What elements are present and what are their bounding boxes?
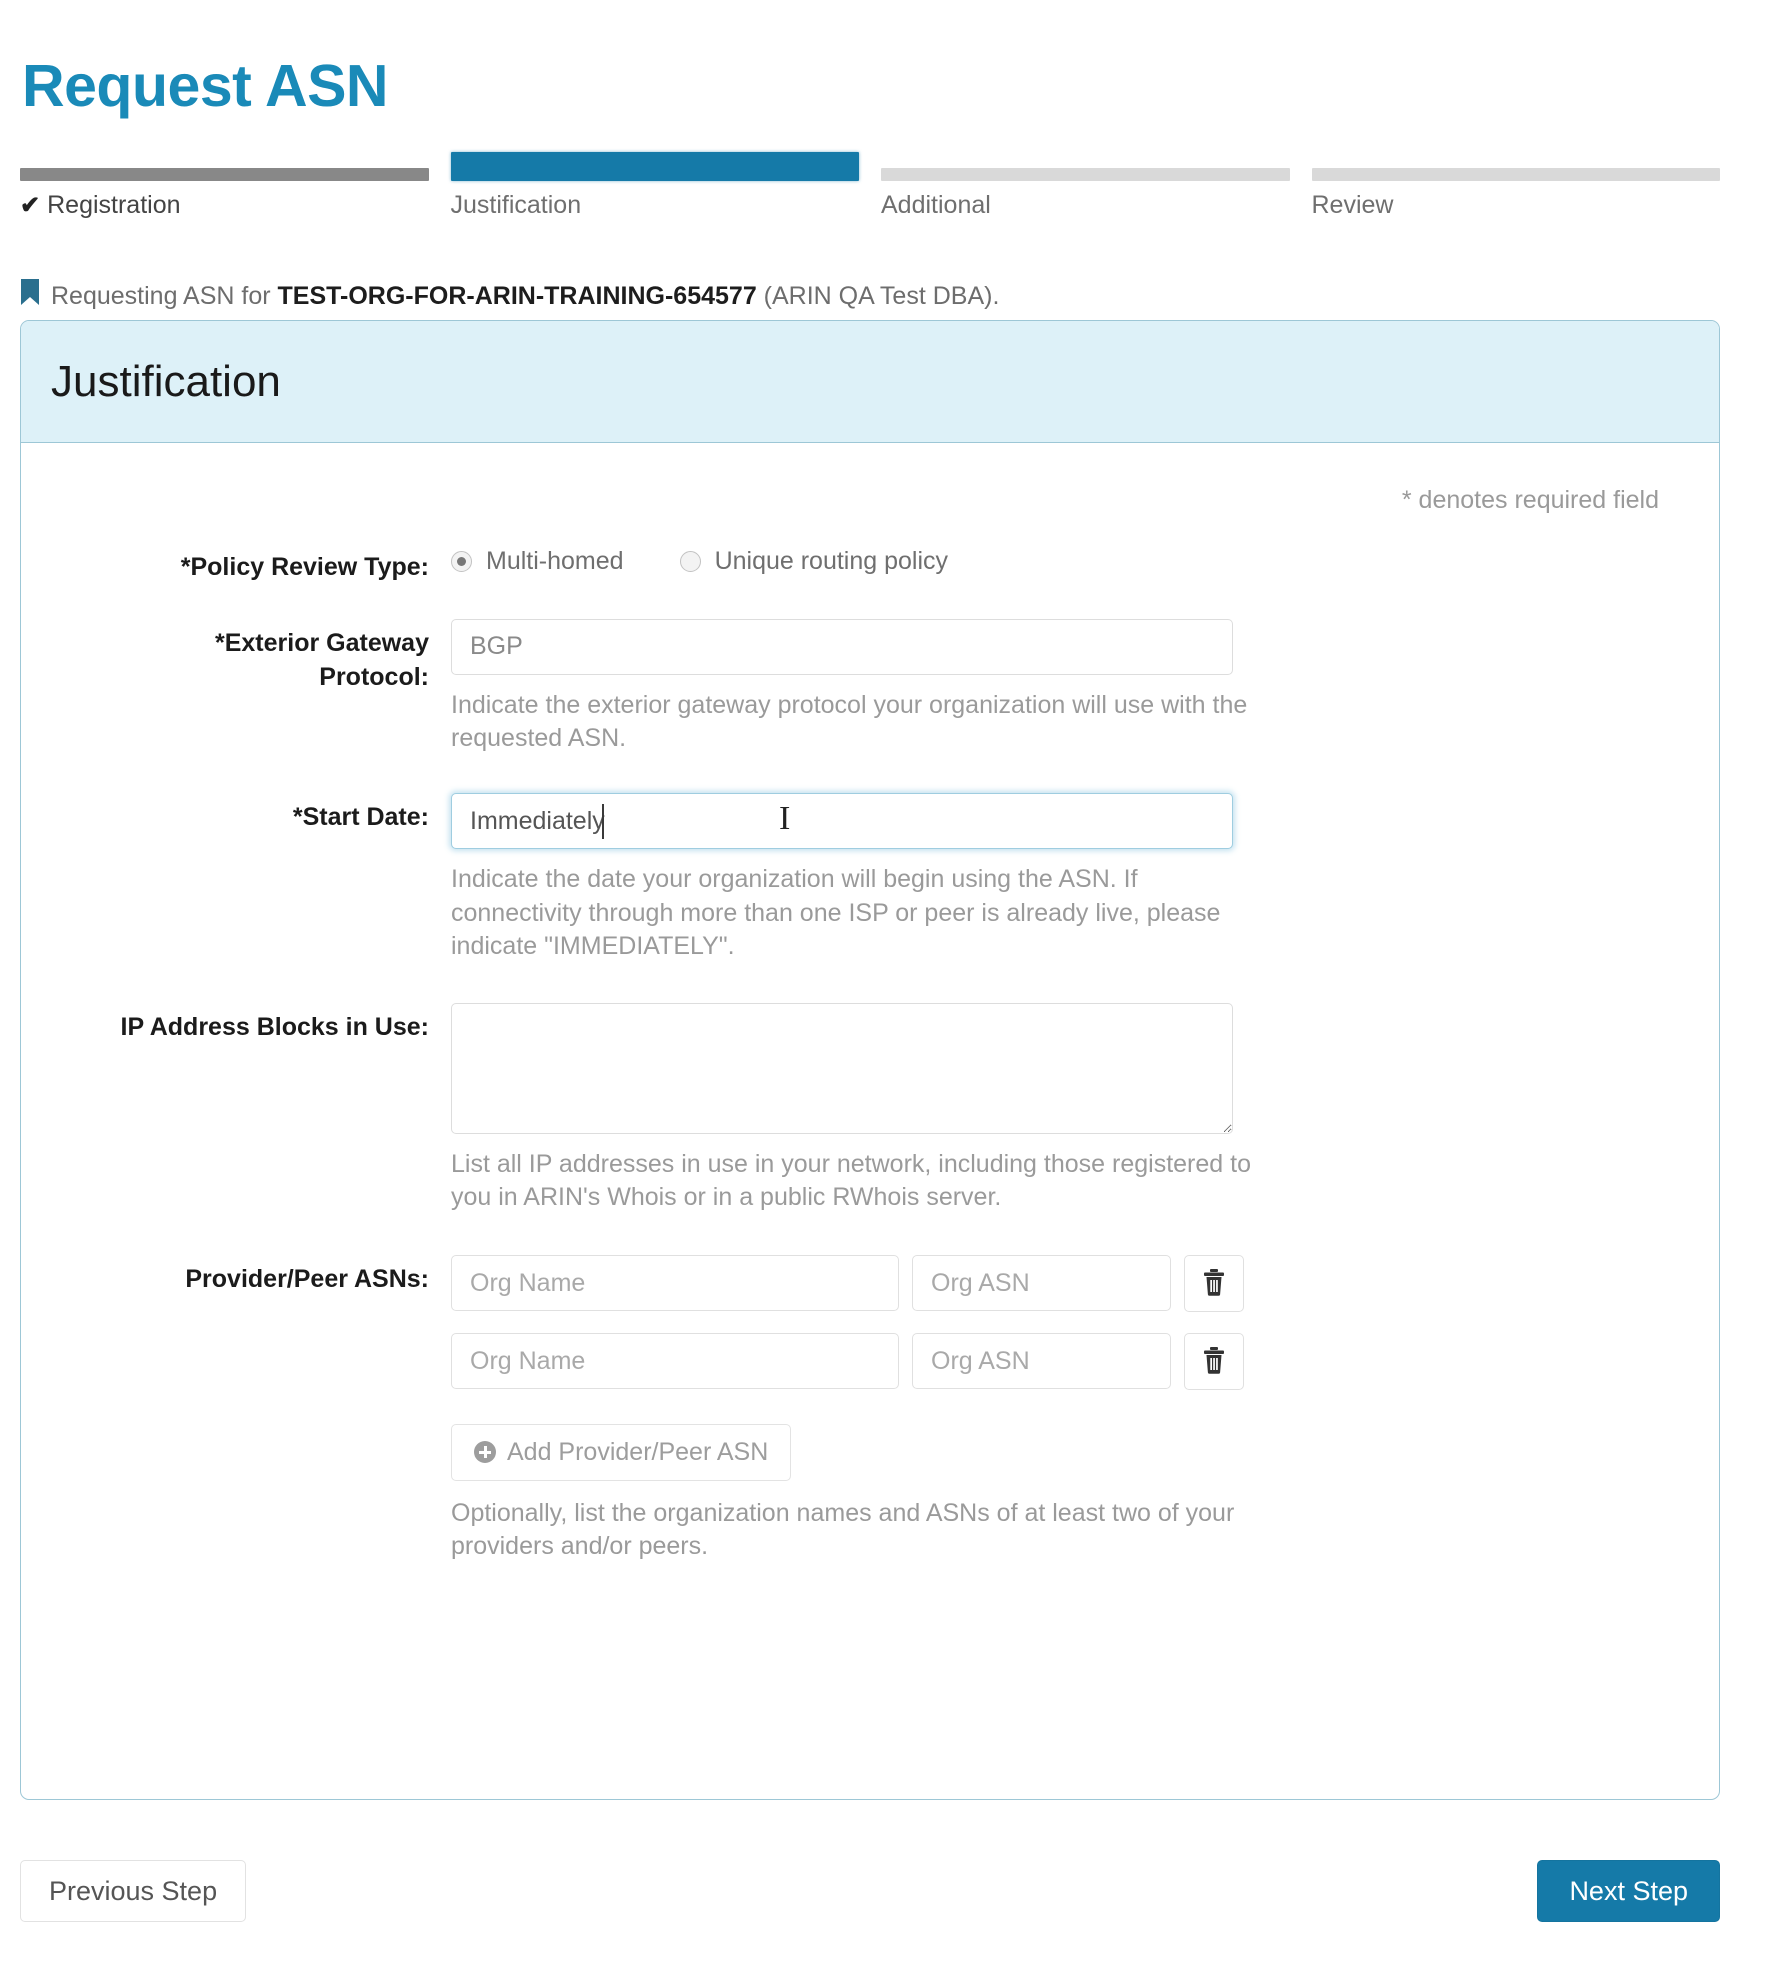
control-policy-review-type <box>451 543 1689 585</box>
step-label-review: Review <box>1311 191 1394 219</box>
start-date-input[interactable] <box>451 793 1233 849</box>
radio-label-multi-homed: Multi-homed <box>486 547 624 575</box>
requesting-suffix: (ARIN QA Test DBA). <box>756 282 1000 310</box>
radio-label-unique-routing-policy: Unique routing policy <box>714 547 949 575</box>
wizard-step-registration[interactable] <box>20 168 429 220</box>
wizard-footer <box>20 1860 1720 1922</box>
start-date-input-wrap <box>451 793 1233 849</box>
step-label-additional: Additional <box>881 191 991 219</box>
required-field-note: * denotes required field <box>1401 486 1659 514</box>
delete-provider-peer-button-2[interactable] <box>1184 1333 1244 1390</box>
help-provider-peer-asns: Optionally, list the organization names and ASNs of at least two of your providers and/or peers. <box>451 1498 1235 1560</box>
plus-circle-icon <box>474 1441 496 1463</box>
radio-unique-routing-policy[interactable] <box>680 547 948 576</box>
field-row-start-date <box>51 793 1689 963</box>
delete-provider-peer-button-1[interactable] <box>1184 1255 1244 1312</box>
panel-body <box>21 443 1719 1563</box>
panel-heading: Justification <box>51 356 281 406</box>
label-start-date: *Start Date: <box>292 803 429 832</box>
previous-step-button[interactable]: Previous Step <box>20 1860 246 1922</box>
field-row-policy-review-type <box>51 543 1689 585</box>
add-provider-peer-asn-label: Add Provider/Peer ASN <box>507 1437 769 1466</box>
label-policy-review-type: *Policy Review Type: <box>180 553 429 581</box>
radio-dot-unique-routing-policy <box>680 551 701 572</box>
ibeam-cursor-icon: I <box>779 800 791 838</box>
step-bar-registration <box>20 168 429 181</box>
justification-panel <box>20 320 1720 1800</box>
step-label-registration <box>20 191 429 220</box>
control-ip-address-blocks <box>451 1003 1689 1215</box>
requesting-prefix: Requesting ASN for <box>51 282 278 310</box>
trash-icon <box>1202 1346 1226 1377</box>
provider-peer-row <box>451 1255 1689 1312</box>
wizard-steps <box>20 168 1720 220</box>
provider-org-name-input-1[interactable] <box>451 1255 899 1311</box>
provider-org-name-input-2[interactable] <box>451 1333 899 1389</box>
radio-multi-homed[interactable] <box>451 547 624 576</box>
radio-group-policy-review-type <box>451 543 1689 576</box>
help-exterior-gateway-protocol: Indicate the exterior gateway protocol your organization will use with the requested ASN. <box>451 690 1248 752</box>
label-provider-peer-asns: Provider/Peer ASNs: <box>185 1264 429 1293</box>
wizard-step-review[interactable] <box>1312 168 1721 220</box>
step-label-justification: Justification <box>450 191 582 219</box>
page-title: Request ASN <box>22 52 389 119</box>
field-row-provider-peer-asns <box>51 1255 1689 1564</box>
control-exterior-gateway-protocol <box>451 619 1689 756</box>
provider-org-asn-input-1[interactable] <box>912 1255 1171 1311</box>
field-row-exterior-gateway-protocol <box>51 619 1689 756</box>
label-ip-address-blocks: IP Address Blocks in Use: <box>120 1013 429 1041</box>
ip-address-blocks-textarea[interactable] <box>451 1003 1233 1134</box>
bookmark-icon <box>20 278 40 313</box>
provider-peer-row <box>451 1333 1689 1390</box>
check-icon: ✔ <box>20 192 41 219</box>
control-start-date <box>451 793 1689 963</box>
step-bar-justification <box>451 152 860 181</box>
step-bar-additional <box>881 168 1290 181</box>
control-provider-peer-asns <box>451 1255 1689 1564</box>
step-text-registration: Registration <box>47 191 181 219</box>
label-exterior-gateway-protocol: *Exterior Gateway Protocol: <box>215 628 429 691</box>
exterior-gateway-protocol-input[interactable] <box>451 619 1233 675</box>
provider-org-asn-input-2[interactable] <box>912 1333 1171 1389</box>
wizard-step-additional[interactable] <box>881 168 1290 220</box>
requesting-asn-banner <box>20 278 999 313</box>
help-start-date: Indicate the date your organization will begin using the ASN. If connectivity through more than one ISP or peer is already live, please indicate "IMMEDIATELY". <box>451 865 1221 960</box>
add-provider-peer-asn-button[interactable] <box>451 1424 791 1481</box>
wizard-step-justification[interactable] <box>451 168 860 220</box>
step-bar-review <box>1312 168 1721 181</box>
panel-header <box>21 321 1719 443</box>
text-caret <box>602 804 604 839</box>
field-row-ip-address-blocks <box>51 1003 1689 1215</box>
requesting-org-name: TEST-ORG-FOR-ARIN-TRAINING-654577 <box>277 282 757 310</box>
trash-icon <box>1202 1268 1226 1299</box>
help-ip-address-blocks: List all IP addresses in use in your network, including those registered to you in ARIN's Whois or in a public RWhois server. <box>451 1150 1251 1212</box>
next-step-button[interactable]: Next Step <box>1537 1860 1720 1922</box>
radio-dot-multi-homed <box>451 551 472 572</box>
